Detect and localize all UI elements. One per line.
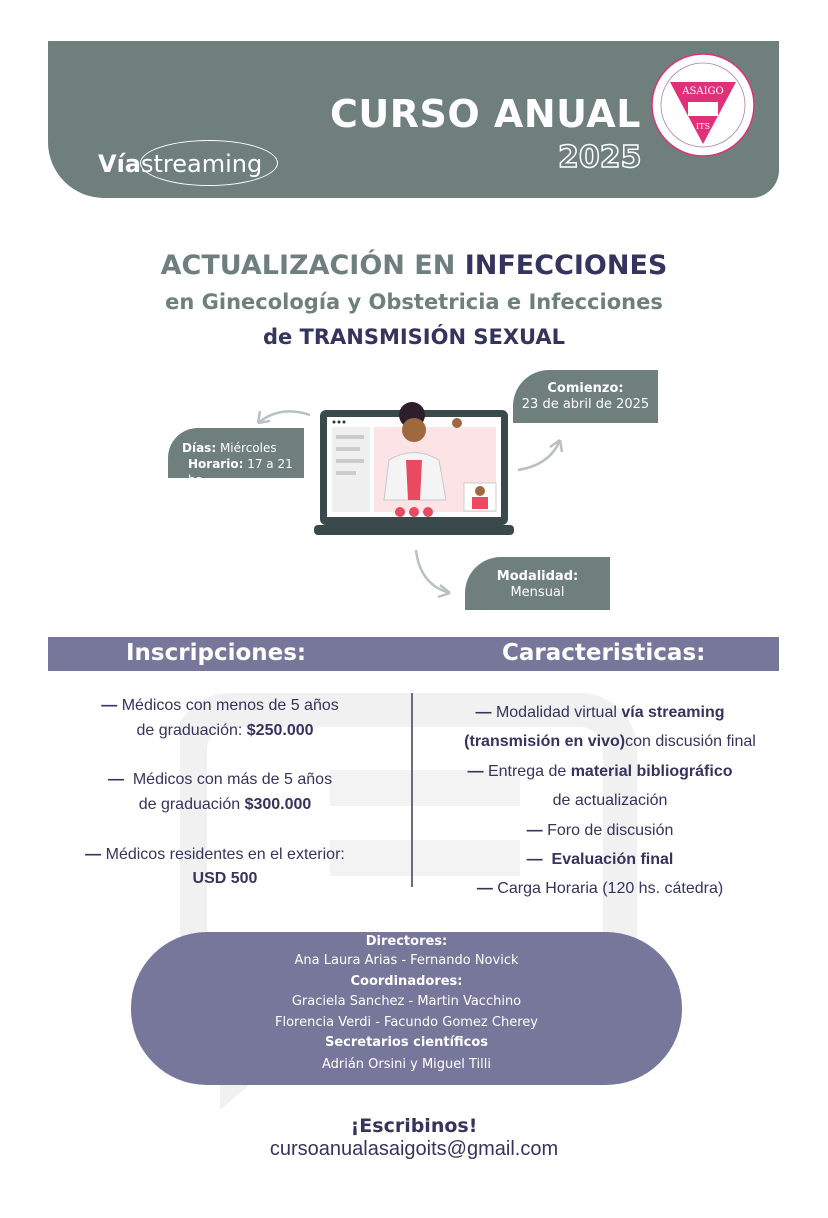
caract-item-1: — Modalidad virtual vía streaming: [475, 704, 725, 721]
caract-2-bold: material bibliográfico: [570, 763, 733, 780]
inscripcion-item-3-price: [65, 870, 385, 888]
hours-value: 17 a 21 hs.: [188, 457, 293, 487]
contact-cta: ¡Escribinos!: [350, 1115, 478, 1137]
inscripciones-title: Inscripciones:: [126, 640, 307, 666]
caract-item-3: — Foro de discusión: [526, 822, 674, 839]
inscripcion-2-price: $300.000: [244, 796, 312, 813]
course-title: CURSO ANUAL: [330, 92, 641, 136]
column-divider: [411, 693, 413, 887]
streaming-bold: Vía: [98, 150, 141, 178]
caract-3: Foro de discusión: [547, 822, 674, 839]
inscripcion-1-line1: Médicos con menos de 5 años: [121, 697, 339, 714]
contact-email[interactable]: cursoanualasaigoits@gmail.com: [269, 1138, 559, 1160]
days-value: Miércoles: [219, 441, 277, 455]
streaming-rest: streaming: [141, 150, 263, 178]
inscripcion-2-pre: de graduación: [138, 796, 245, 813]
heading-line-1a: ACTUALIZACIÓN EN: [160, 250, 465, 281]
start-label: Comienzo:: [547, 381, 624, 396]
inscripcion-2-line1: Médicos con más de 5 años: [132, 771, 333, 788]
caract-5: Carga Horaria (120 hs. cátedra): [497, 880, 724, 897]
inscripcion-3-price: USD 500: [192, 870, 258, 887]
inscripcion-3-line1: Médicos residentes en el exterior:: [105, 846, 345, 863]
mode-label: Modalidad:: [496, 569, 579, 584]
schedule-bubble: [168, 428, 304, 487]
logo-text: ASAIGO: [682, 86, 724, 97]
coordinadores-names-2: Florencia Verdi - Facundo Gomez Cherey: [275, 1015, 538, 1030]
inscripcion-item-2-price: [60, 796, 390, 814]
heading-line-1: [0, 250, 828, 281]
start-date-bubble: [513, 370, 658, 423]
logo-sub: ITS: [696, 122, 710, 131]
caract-1b-rest: con discusión final: [625, 733, 756, 750]
inscripcion-1-pre: de graduación:: [136, 722, 247, 739]
inscripcion-item-1: — Médicos con menos de 5 años: [101, 697, 339, 714]
caract-item-1b: [450, 733, 770, 751]
coordinadores-label: Coordinadores:: [350, 974, 463, 989]
caract-item-4: — Evaluación final: [526, 851, 674, 868]
secretarios-names: Adrián Orsini y Miguel Tilli: [321, 1057, 492, 1072]
secretarios-label: Secretarios científicos: [324, 1035, 489, 1050]
modality-bubble: [465, 557, 610, 610]
inscripcion-item-3: — Médicos residentes en el exterior:: [85, 846, 345, 863]
heading-line-2: en Ginecología y Obstetricia e Infecciones: [165, 290, 663, 314]
mode-value: Mensual: [510, 585, 565, 600]
caract-item-5: — Carga Horaria (120 hs. cátedra): [476, 880, 724, 897]
directores-label: Directores:: [365, 934, 448, 949]
caract-4-bold: Evaluación final: [551, 851, 674, 868]
caract-1-pre: Modalidad virtual: [495, 704, 622, 721]
coordinadores-names-1: Graciela Sanchez - Martin Vacchino: [291, 994, 522, 1009]
course-year: 2025: [558, 140, 642, 175]
inscripcion-item-2: — Médicos con más de 5 años: [107, 771, 333, 788]
directores-names: Ana Laura Arias - Fernando Novick: [294, 953, 519, 968]
inscripcion-item-1-price: [60, 722, 390, 740]
caract-1-bold: vía streaming: [621, 704, 725, 721]
days-label: Días:: [182, 441, 217, 455]
caract-item-2b: de actualización: [552, 792, 668, 809]
inscripcion-1-price: $250.000: [246, 722, 314, 739]
caract-1b-bold: (transmisión en vivo): [464, 733, 626, 750]
hours-label: Horario:: [188, 457, 244, 471]
start-value: 23 de abril de 2025: [521, 397, 650, 412]
caracteristicas-title: Caracteristicas:: [502, 640, 706, 666]
asaigo-logo: [650, 52, 756, 158]
heading-line-3: de TRANSMISIÓN SEXUAL: [262, 325, 566, 349]
caract-item-2: — Entrega de material bibliográfico: [467, 763, 733, 780]
streaming-badge: [98, 150, 262, 178]
heading-line-1b: INFECCIONES: [464, 250, 668, 281]
caract-2-pre: Entrega de: [487, 763, 571, 780]
